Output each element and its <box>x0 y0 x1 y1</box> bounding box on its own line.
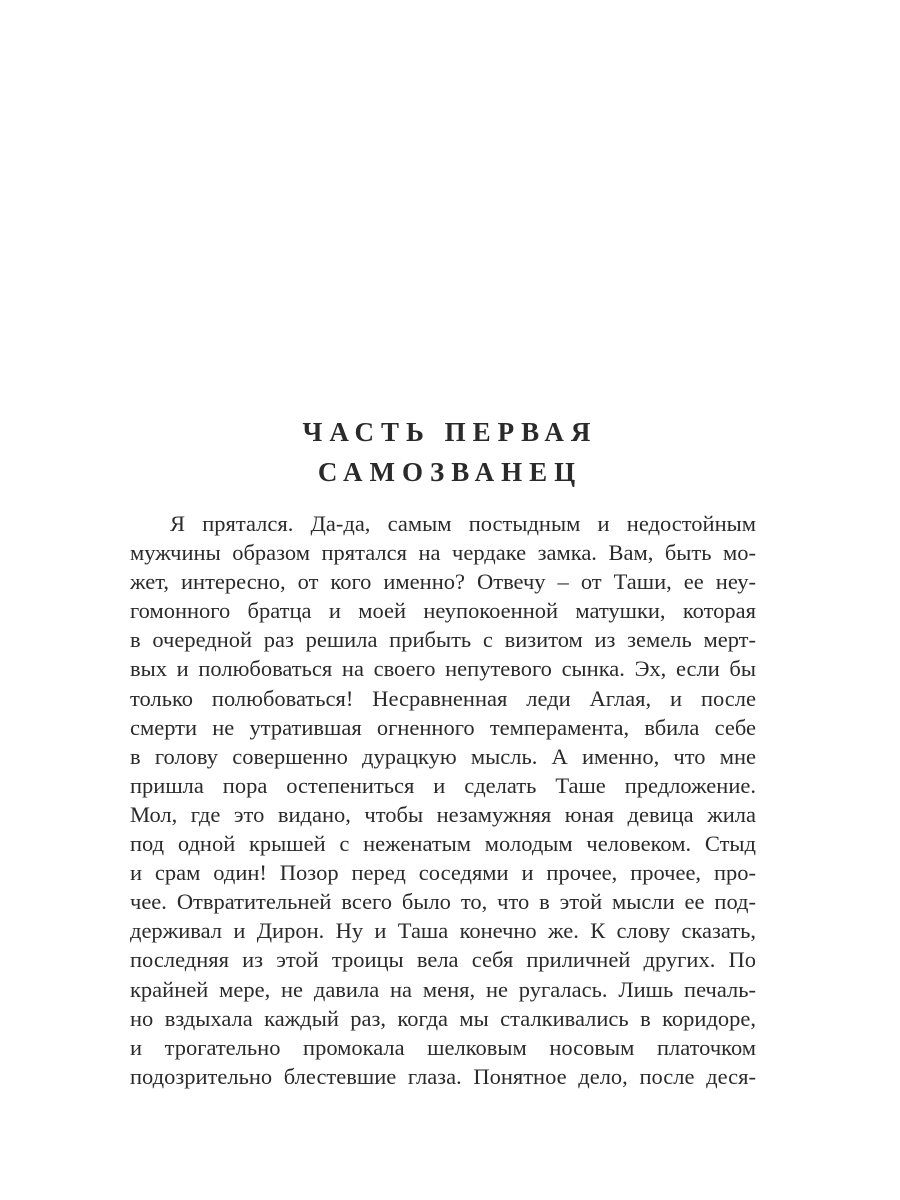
text-line: последняя из этой троицы вела себя приличней других. По <box>130 947 756 973</box>
text-line: Мол, где это видано, чтобы незамужняя юная девица жила <box>130 801 756 827</box>
text-line: держивал и Дирон. Ну и Таша конечно же. К слову сказать, <box>130 918 756 944</box>
body-paragraph <box>130 509 756 1091</box>
text-line: в голову совершенно дурацкую мысль. А именно, что мне <box>130 743 756 769</box>
text-line: крайней мере, не давила на меня, не ругалась. Лишь печаль- <box>130 976 756 1002</box>
chapter-title: САМОЗВАНЕЦ <box>317 457 583 487</box>
text-line: вых и полюбоваться на своего непутевого сынка. Эх, если бы <box>130 656 756 682</box>
text-line: чее. Отвратительней всего было то, что в этой мысли ее под- <box>130 889 756 915</box>
text-line: мужчины образом прятался на чердаке замка. Вам, быть мо- <box>130 540 756 566</box>
text-line: гомонного братца и моей неупокоенной матушки, которая <box>130 598 756 624</box>
text-line: под одной крышей с неженатым молодым человеком. Стыд <box>130 831 756 857</box>
text-line: жет, интересно, от кого именно? Отвечу – от Таши, ее неу- <box>130 569 756 595</box>
heading-block <box>0 412 900 492</box>
text-line: но вздыхала каждый раз, когда мы сталкивались в коридоре, <box>130 1005 756 1031</box>
text-line: смерти не утратившая огненного темперамента, вбила себе <box>130 714 756 740</box>
text-line: в очередной раз решила прибыть с визитом из земель мерт- <box>130 627 756 653</box>
text-line: подозрительно блестевшие глаза. Понятное дело, после деся- <box>130 1063 756 1089</box>
text-line: только полюбоваться! Несравненная леди Аглая, и после <box>130 685 756 711</box>
part-title: ЧАСТЬ ПЕРВАЯ <box>302 417 598 447</box>
text-line: пришла пора остепениться и сделать Таше предложение. <box>130 772 756 798</box>
text-line: и срам один! Позор перед соседями и прочее, прочее, про- <box>130 860 756 886</box>
text-line: Я прятался. Да-да, самым постыдным и недостойным <box>170 511 756 536</box>
text-line: и трогательно промокала шелковым носовым платочком <box>130 1034 756 1060</box>
